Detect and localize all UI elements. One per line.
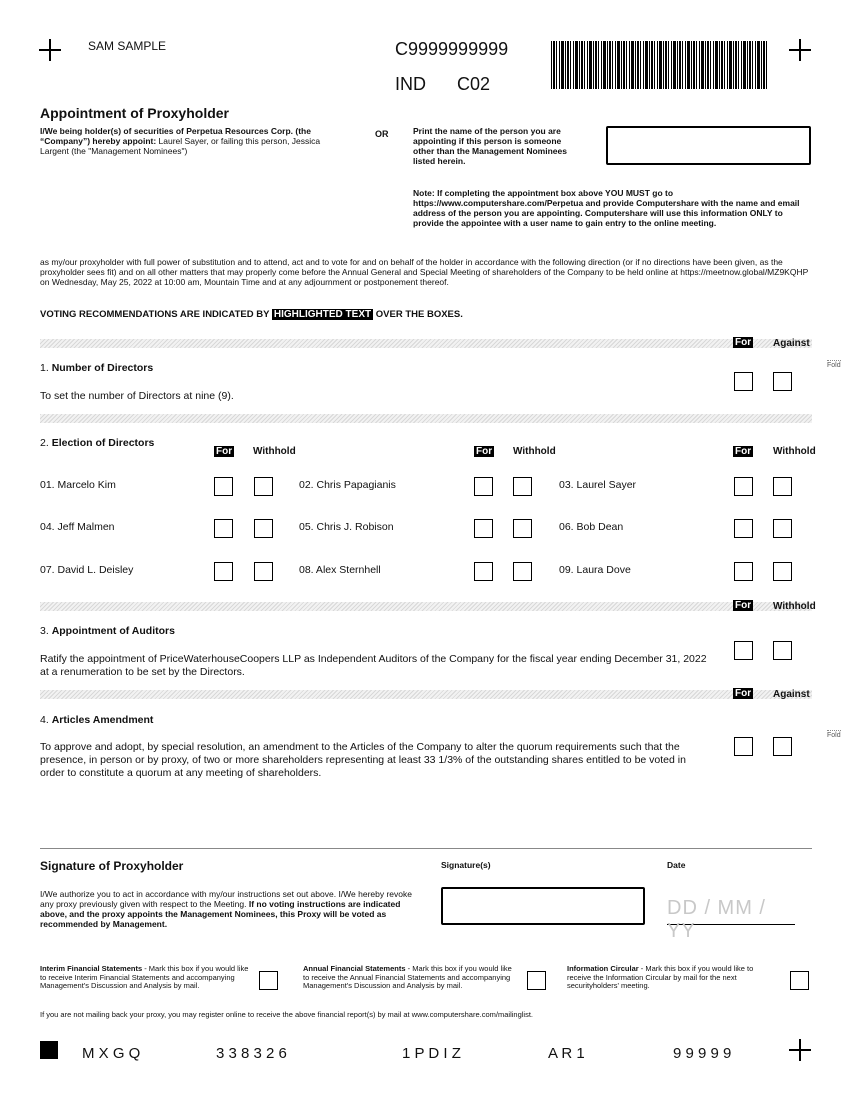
for-header: For [476, 446, 493, 457]
date-input[interactable]: DD / MM / YY [667, 897, 795, 925]
divider [40, 848, 812, 849]
for-header: For [735, 446, 752, 457]
for-header: For [216, 446, 233, 457]
voting-recommendation: VOTING RECOMMENDATIONS ARE INDICATED BY HIGHLIGHTED TEXT OVER THE BOXES. [40, 309, 463, 320]
nominee-2-for-checkbox[interactable] [474, 477, 493, 496]
mailing-note: If you are not mailing back your proxy, you may register online to receive the above financial report(s) by mail at www.computershare.com/mailinglist. [40, 1010, 533, 1019]
nominee-name: 06. Bob Dean [559, 521, 624, 533]
item-4-title: 4. Articles Amendment [40, 714, 154, 726]
interim-statements-checkbox[interactable] [259, 971, 278, 990]
nominee-name: 01. Marcelo Kim [40, 479, 116, 491]
information-circular-text: Information Circular - Mark this box if you would like to receive the Information Circular by mail for the next securityholders' meeting. [567, 964, 754, 990]
registration-mark-bottom-right [789, 1039, 811, 1061]
control-number: C9999999999 [395, 39, 509, 59]
date-label: Date [667, 860, 686, 870]
nominee-name: 07. David L. Deisley [40, 564, 134, 576]
or-label: OR [375, 129, 389, 139]
footer-code: A R 1 [548, 1045, 585, 1062]
footer-code: M X G Q [82, 1045, 141, 1062]
withhold-header: Withhold [253, 446, 296, 457]
withhold-header: Withhold [773, 601, 816, 612]
registration-mark-top-left [39, 39, 61, 61]
registration-mark-top-right [789, 39, 811, 61]
item-3-for-checkbox[interactable] [734, 641, 753, 660]
fold-mark: Fold [827, 732, 841, 739]
for-header: For [735, 600, 752, 611]
signature-label: Signature(s) [441, 860, 491, 870]
item-2-title: 2. Election of Directors [40, 437, 155, 449]
nominee-5-for-checkbox[interactable] [474, 519, 493, 538]
fold-mark: Fold [827, 362, 841, 369]
nominee-1-for-checkbox[interactable] [214, 477, 233, 496]
holder-name: SAM SAMPLE [88, 39, 167, 53]
item-1-title: 1. Number of Directors [40, 362, 154, 374]
nominee-6-withhold-checkbox[interactable] [773, 519, 792, 538]
item-1-for-checkbox[interactable] [734, 372, 753, 391]
nominee-name: 05. Chris J. Robison [299, 521, 394, 533]
against-header: Against [773, 338, 810, 349]
nominee-name: 08. Alex Sternhell [299, 564, 381, 576]
nominee-6-for-checkbox[interactable] [734, 519, 753, 538]
item-4-for-checkbox[interactable] [734, 737, 753, 756]
information-circular-checkbox[interactable] [790, 971, 809, 990]
nominee-7-withhold-checkbox[interactable] [254, 562, 273, 581]
nominee-9-for-checkbox[interactable] [734, 562, 753, 581]
item-3-withhold-checkbox[interactable] [773, 641, 792, 660]
appointment-note: Note: If completing the appointment box above YOU MUST go to https://www.computershare.com/Perpetua and provide Computershare with the name and email address of the person you are appointing. Computershare will use this information ONLY to provide the appointee with a user name to gain entry to the online meeting. [413, 188, 800, 228]
nominee-8-for-checkbox[interactable] [474, 562, 493, 581]
code-left: IND [395, 74, 426, 94]
print-name-text: Print the name of the person you are appointing if this person is someone other than the Management Nominees listed herein. [413, 126, 567, 166]
nominee-8-withhold-checkbox[interactable] [513, 562, 532, 581]
signature-title: Signature of Proxyholder [40, 859, 184, 873]
item-4-desc: To approve and adopt, by special resolution, an amendment to the Articles of the Company to alter the quorum requirements such that the presence, in person or by proxy, of two or more shareholders representing at least 33 1/3% of the outstanding shares entitled to be voted in order to constitute a quorum at any meeting of shareholders. [40, 741, 686, 779]
separator [40, 690, 812, 699]
nominee-name: 03. Laurel Sayer [559, 479, 637, 491]
authorization-text: I/We authorize you to act in accordance with my/our instructions set out above. I/We hereby revoke any proxy previously given with respect to the Meeting. If no voting instructions are indicated above, and the proxy appoints the Management Nominees, this Proxy will be voted as recommended by Management. [40, 889, 412, 929]
item-4-against-checkbox[interactable] [773, 737, 792, 756]
footer-code: 9 9 9 9 9 [673, 1045, 732, 1062]
appointment-title: Appointment of Proxyholder [40, 105, 229, 121]
proxy-text: as my/our proxyholder with full power of substitution and to attend, act and to vote for and on behalf of the holder in accordance with the following direction (or if no directions have been given, as the proxyholder sees fit) and on all other matters that may properly come before the Annual General and Special Meeting of shareholders of the Company to be held online at https://meetnow.global/MZ9KQHP on Wednesday, May 25, 2022 at 10:00 am, Mountain Time and at any adjournment or postponement thereof. [40, 257, 809, 287]
nominee-name: 02. Chris Papagianis [299, 479, 396, 491]
item-3-title: 3. Appointment of Auditors [40, 625, 175, 637]
item-1-desc: To set the number of Directors at nine (9). [40, 390, 234, 402]
footer-code: 3 3 8 3 2 6 [216, 1045, 287, 1062]
nominee-9-withhold-checkbox[interactable] [773, 562, 792, 581]
item-3-desc: Ratify the appointment of PriceWaterhouseCoopers LLP as Independent Auditors of the Company for the fiscal year ending December 31, 2022 at a renumeration to be set by the Directors. [40, 653, 707, 678]
nominee-1-withhold-checkbox[interactable] [254, 477, 273, 496]
nominee-4-withhold-checkbox[interactable] [254, 519, 273, 538]
withhold-header: Withhold [773, 446, 816, 457]
nominee-3-for-checkbox[interactable] [734, 477, 753, 496]
separator [40, 602, 812, 611]
withhold-header: Withhold [513, 446, 556, 457]
against-header: Against [773, 689, 810, 700]
appointee-name-input[interactable] [606, 126, 811, 165]
appointment-text: I/We being holder(s) of securities of Perpetua Resources Corp. (the “Company”) hereby appoint: Laurel Sayer, or failing this person, Jessica Largent (the "Management Nominees") [40, 126, 321, 156]
separator [40, 414, 812, 423]
annual-statements-checkbox[interactable] [527, 971, 546, 990]
nominee-4-for-checkbox[interactable] [214, 519, 233, 538]
nominee-2-withhold-checkbox[interactable] [513, 477, 532, 496]
barcode [551, 41, 768, 89]
separator [40, 339, 812, 348]
for-header: For [735, 688, 752, 699]
nominee-5-withhold-checkbox[interactable] [513, 519, 532, 538]
nominee-7-for-checkbox[interactable] [214, 562, 233, 581]
item-1-against-checkbox[interactable] [773, 372, 792, 391]
registration-square [40, 1041, 58, 1059]
annual-statements-text: Annual Financial Statements - Mark this box if you would like to receive the Annual Financial Statements and accompanying Management's Discussion and Analysis by mail. [303, 964, 512, 990]
for-header: For [735, 337, 752, 348]
nominee-name: 09. Laura Dove [559, 564, 631, 576]
nominee-name: 04. Jeff Malmen [40, 521, 115, 533]
signature-input[interactable] [441, 887, 645, 925]
footer-code: 1 P D I Z [402, 1045, 461, 1062]
code-right: C02 [457, 74, 491, 94]
nominee-3-withhold-checkbox[interactable] [773, 477, 792, 496]
interim-statements-text: Interim Financial Statements - Mark this box if you would like to receive Interim Financial Statements and accompanying Management's Discussion and Analysis by mail. [40, 964, 249, 990]
